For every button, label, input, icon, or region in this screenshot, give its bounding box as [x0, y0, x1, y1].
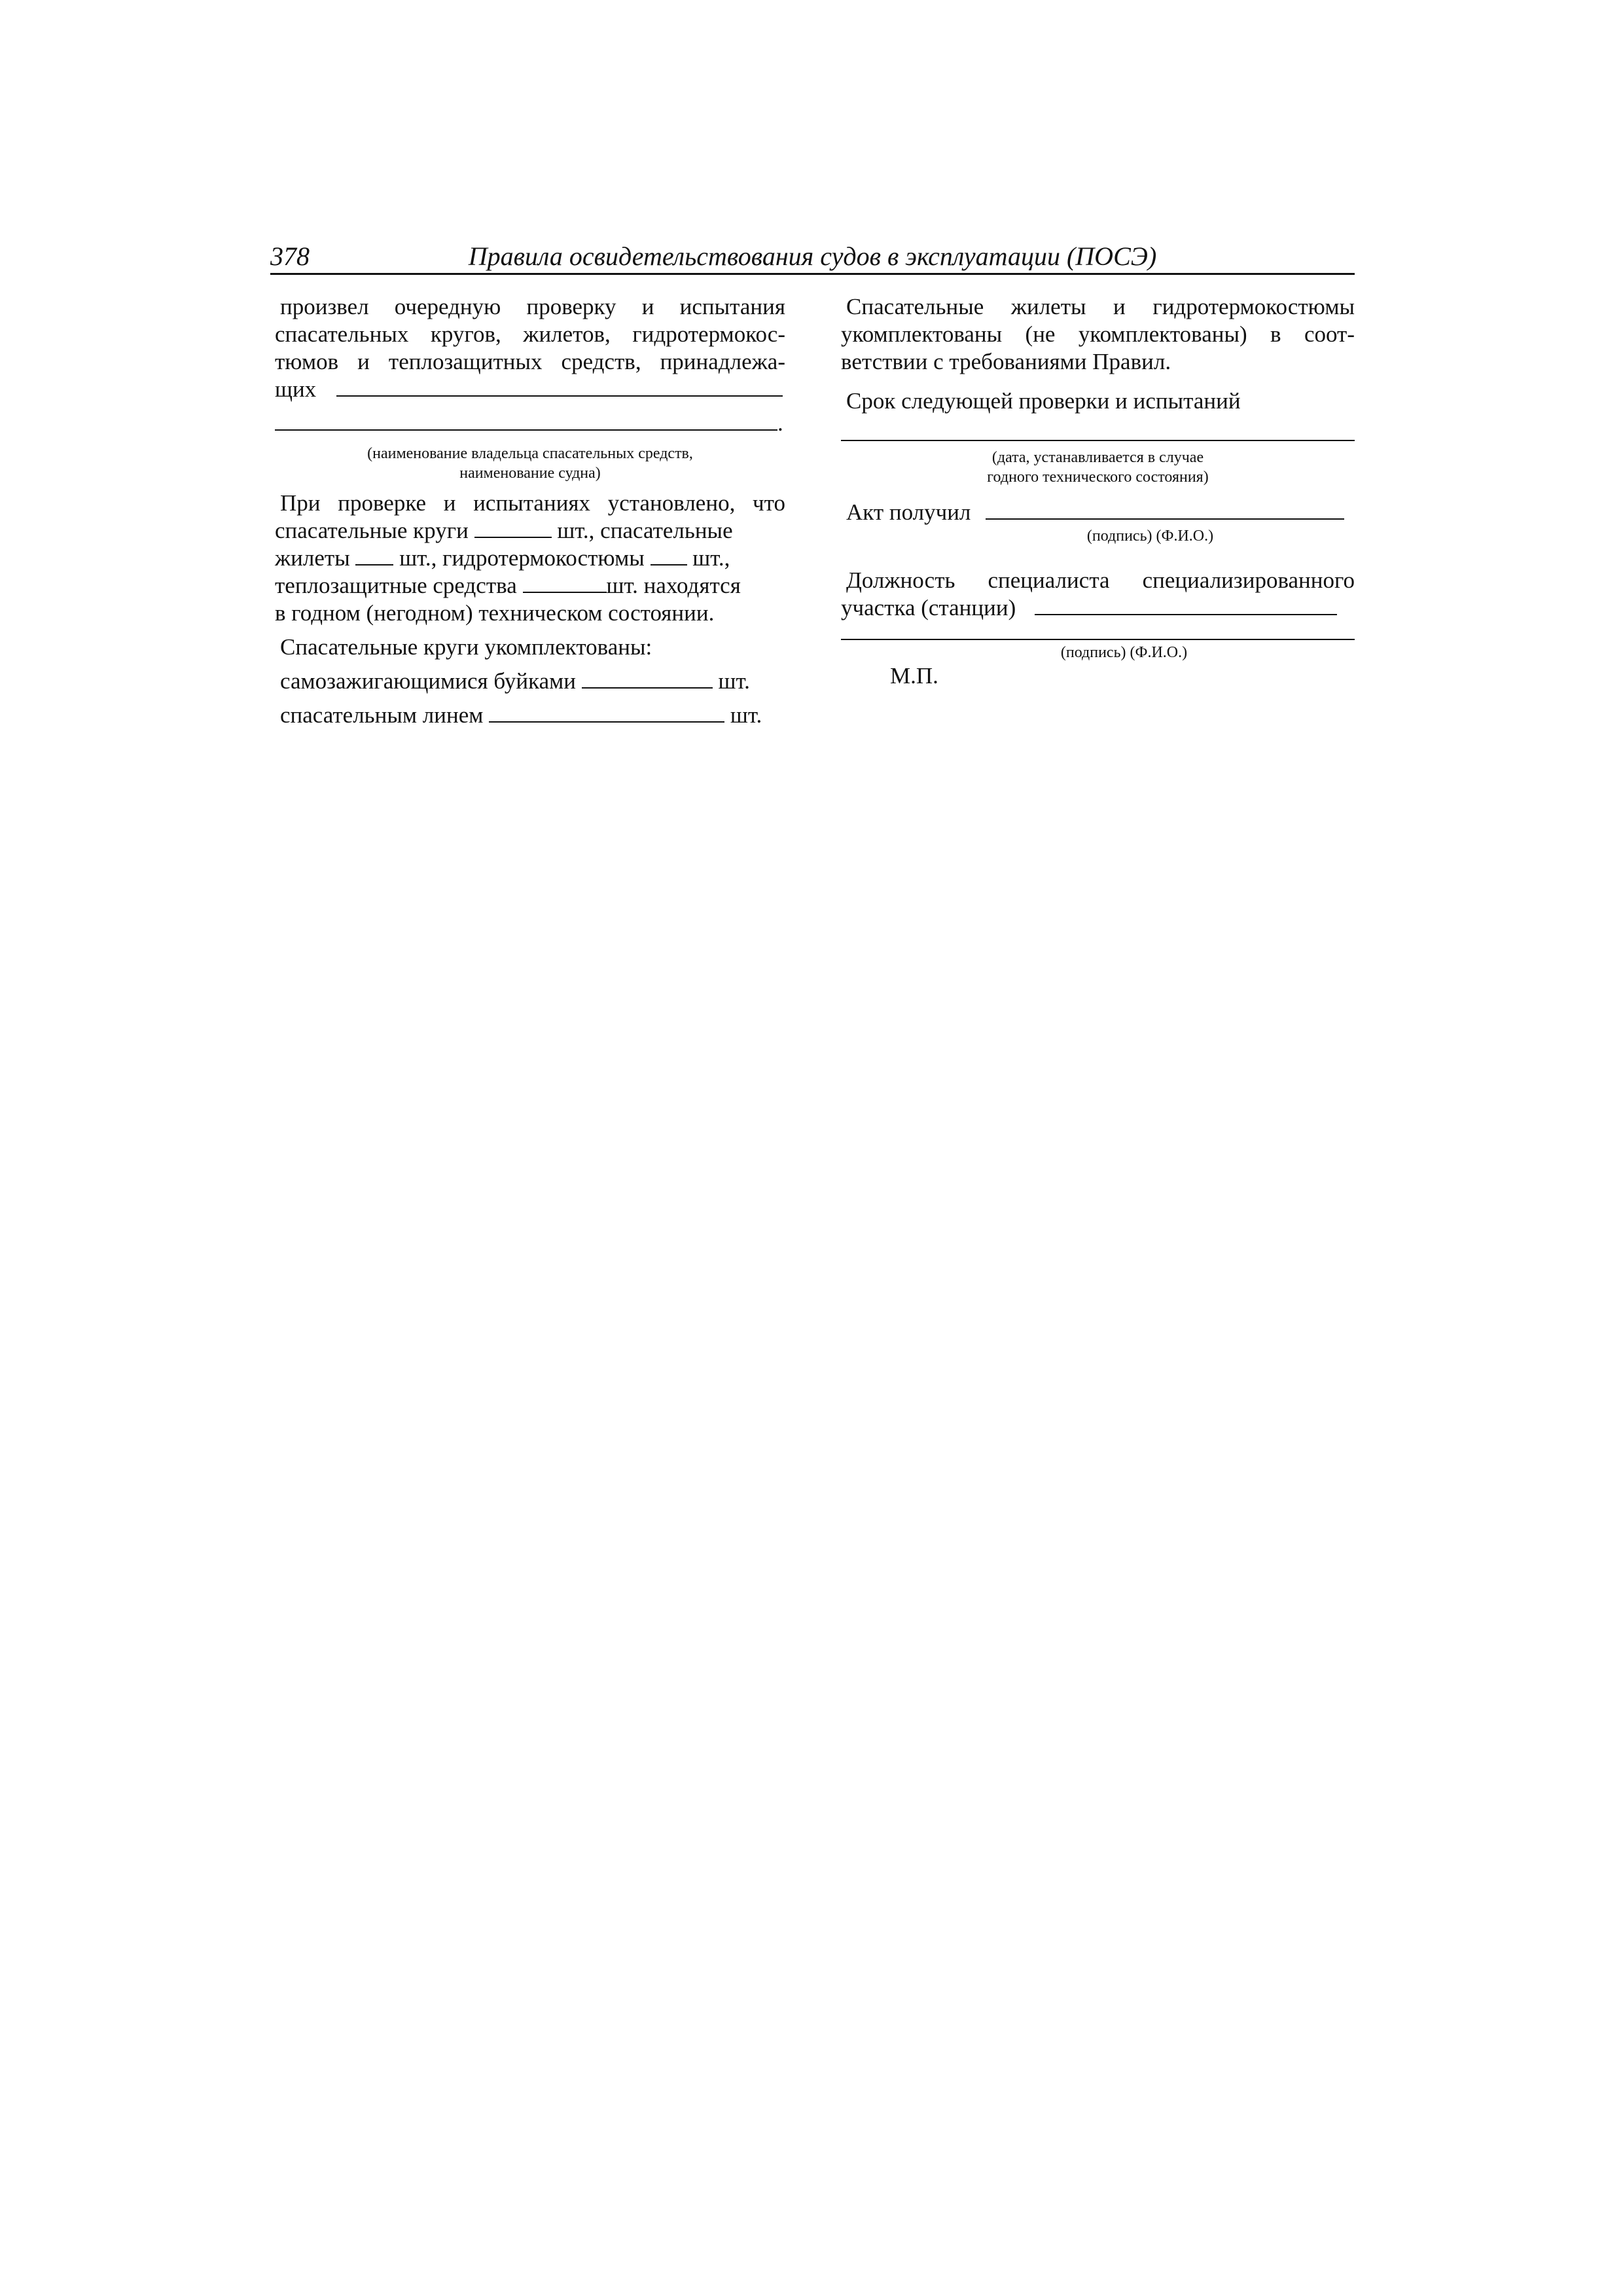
text-fragment: теплозащитные средства: [275, 573, 517, 598]
text-line: спасательных кругов, жилетов, гидротермокос-: [275, 321, 785, 347]
stamp-label: М.П.: [890, 663, 938, 689]
left-column: [275, 293, 785, 729]
text-fragment: участка (станции): [841, 595, 1016, 620]
line-rope-line: [275, 702, 785, 729]
right-column: [841, 293, 1355, 690]
running-title: Правила освидетельствования судов в эксплуатации (ПОСЭ): [468, 242, 1157, 271]
text-fragment: шт. находятся: [606, 573, 741, 598]
text-line: Срок следующей проверки и испытаний: [846, 388, 1241, 414]
position-line: [841, 594, 1355, 622]
caption-date: (дата, устанавливается в случае: [991, 449, 1204, 466]
text-fragment: шт.: [718, 668, 750, 694]
period: .: [777, 410, 783, 436]
page-header: [270, 236, 1355, 276]
owner-field-2[interactable]: [275, 410, 777, 431]
text-line: произвел очередную проверку и испытания: [280, 294, 785, 319]
position-field[interactable]: [1035, 594, 1337, 615]
caption-signature: (подпись) (Ф.И.О.): [1060, 644, 1188, 661]
thermal-line: [275, 572, 785, 600]
buoys-count-field[interactable]: [582, 668, 713, 689]
text-fragment: шт.: [730, 702, 762, 728]
vests-line: [275, 545, 785, 572]
text-fragment: шт., гидротермокостюмы: [399, 545, 645, 571]
text-line: в годном (негодном) техническом состоянии.: [275, 600, 715, 626]
text-line: При проверке и испытаниях установлено, что: [280, 490, 785, 516]
owner-field[interactable]: [336, 376, 783, 397]
caption-date: годного технического состояния): [987, 469, 1209, 486]
page-number: 378: [270, 242, 310, 271]
rope-count-field[interactable]: [489, 702, 724, 723]
rings-count-field[interactable]: [474, 517, 552, 538]
rings-line: [275, 517, 785, 545]
suits-count-field[interactable]: [651, 545, 687, 565]
text-line: Спасательные жилеты и гидротермокостюмы: [846, 294, 1355, 319]
text-line: ветствии с требованиями Правил.: [841, 349, 1171, 374]
act-received-line: [841, 499, 1355, 526]
vests-count-field[interactable]: [355, 545, 393, 565]
header-rule: [270, 273, 1355, 275]
text-line: тюмов и теплозащитных средств, принадлежа-: [275, 349, 785, 374]
caption-signature: (подпись) (Ф.И.О.): [1086, 528, 1214, 545]
caption-owner: (наименование владельца спасательных средств,: [367, 445, 693, 462]
owner-line: [275, 376, 785, 403]
text-fragment: щих: [275, 376, 317, 402]
buoys-line: [275, 668, 785, 695]
text-line: укомплектованы (не укомплектованы) в соот-: [841, 321, 1355, 347]
text-fragment: Акт получил: [846, 499, 971, 525]
caption-owner: наименование судна): [459, 465, 601, 482]
text-line: Спасательные круги укомплектованы:: [280, 634, 652, 660]
text-fragment: спасательные круги: [275, 518, 469, 543]
text-line: Должность специалиста специализированного: [846, 567, 1355, 593]
act-received-field[interactable]: [986, 499, 1344, 520]
text-fragment: спасательным линем: [280, 702, 484, 728]
text-fragment: жилеты: [275, 545, 350, 571]
text-fragment: самозажигающимися буйками: [280, 668, 576, 694]
owner-line-2: [275, 410, 785, 437]
thermal-count-field[interactable]: [523, 572, 607, 593]
text-fragment: шт.,: [692, 545, 730, 571]
text-fragment: шт., спасательные: [557, 518, 733, 543]
